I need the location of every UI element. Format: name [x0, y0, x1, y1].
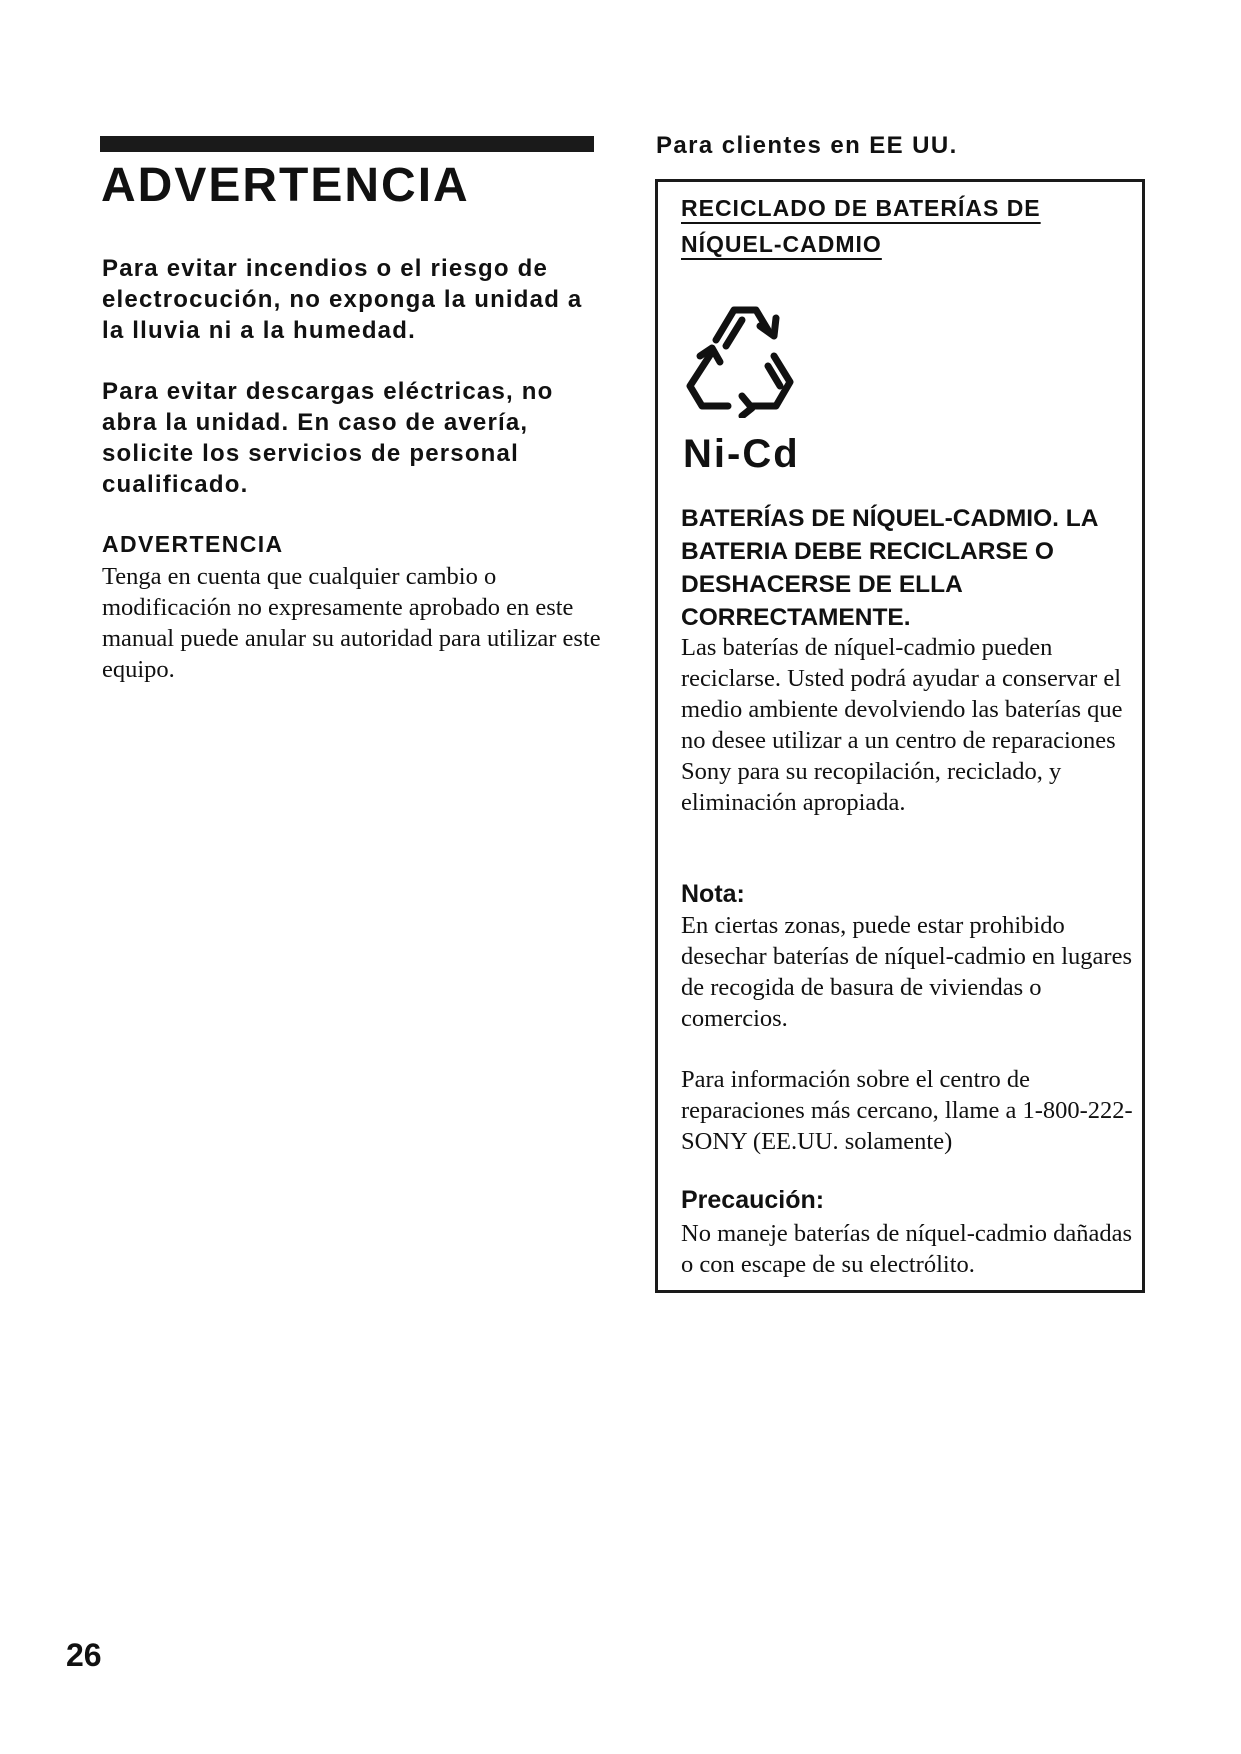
section-rule: [100, 136, 594, 152]
advertencia-subheading: ADVERTENCIA: [102, 531, 284, 557]
recycle-icon: [676, 296, 802, 418]
nota-heading: Nota:: [681, 880, 745, 908]
nota-body: En ciertas zonas, puede estar prohibido desechar baterías de níquel-cadmio en lugares de recogida de basura de viviendas o comercios.: [681, 912, 1133, 1032]
recycling-title-line2: NÍQUEL-CADMIO: [681, 231, 882, 257]
recycling-title: [681, 190, 1061, 262]
page-number: 26: [66, 1637, 102, 1673]
page-title: ADVERTENCIA: [101, 159, 470, 212]
precaucion-heading: Precaución:: [681, 1186, 825, 1214]
advertencia-body: Tenga en cuenta que cualquier cambio o modificación no expresamente aprobado en este manual puede anular su autoridad para utilizar este equipo.: [102, 563, 601, 683]
service-center-info: Para información sobre el centro de reparaciones más cercano, llame a 1-800-222-SONY (EE.UU. solamente): [681, 1066, 1133, 1155]
nicd-logo-text: Ni-Cd: [683, 432, 800, 476]
battery-caps-heading: BATERÍAS DE NÍQUEL-CADMIO. LA BATERIA DEBE RECICLARSE O DESHACERSE DE ELLA CORRECTAMENTE.: [681, 505, 1098, 631]
precaucion-body: No maneje baterías de níquel-cadmio dañadas o con escape de su electrólito.: [681, 1220, 1133, 1278]
battery-recycle-body: Las baterías de níquel-cadmio pueden reciclarse. Usted podrá ayudar a conservar el medio ambiente devolviendo las baterías que no desee utilizar a un centro de reparaciones Sony para su recopilación, reciclado, y eliminación apropiada.: [681, 634, 1123, 816]
recycling-title-line1: RECICLADO DE BATERÍAS DE: [681, 195, 1041, 221]
us-customers-heading: Para clientes en EE UU.: [656, 132, 958, 159]
warning-shock-text: Para evitar descargas eléctricas, no abra la unidad. En caso de avería, solicite los servicios de personal cualificado.: [102, 378, 554, 498]
warning-fire-text: Para evitar incendios o el riesgo de electrocución, no exponga la unidad a la lluvia ni a la humedad.: [102, 255, 583, 344]
